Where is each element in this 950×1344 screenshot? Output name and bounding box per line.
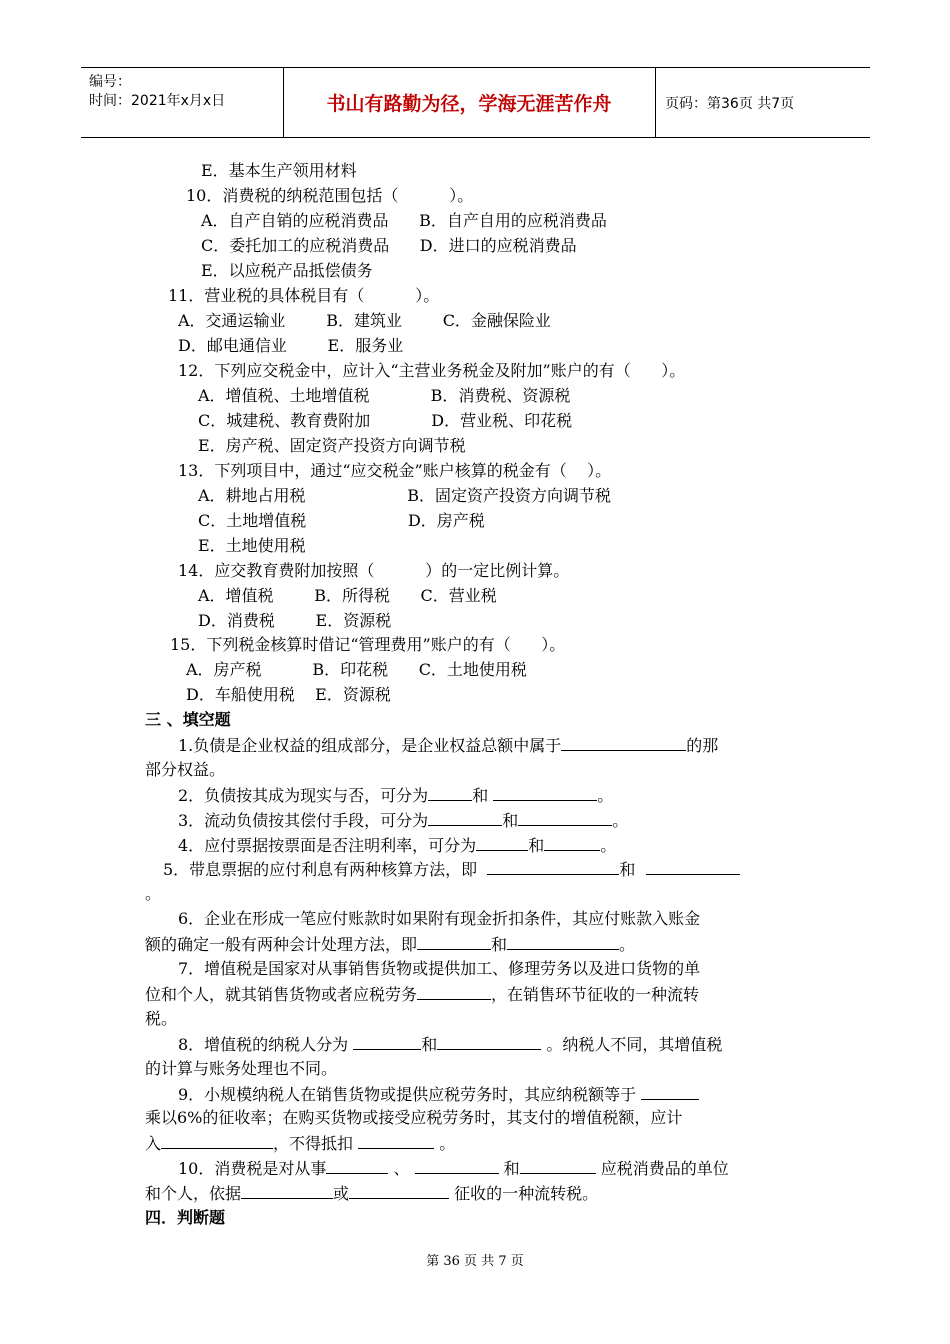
fill-blank-9-end: 入 ，不得抵扣 。 bbox=[145, 1134, 456, 1153]
option-line: C．城建税、教育费附加 D．营业税、印花税 bbox=[198, 411, 573, 430]
page-footer: 第 36 页 共 7 页 bbox=[426, 1254, 524, 1269]
question-11: 11．营业税的具体税目有（ ）。 bbox=[168, 286, 440, 305]
header-meta bbox=[89, 73, 225, 111]
fill-blank-8-cont: 的计算与账务处理也不同。 bbox=[145, 1059, 338, 1078]
question-10: 10．消费税的纳税范围包括（ ）。 bbox=[186, 186, 474, 205]
fill-blank-10-cont: 和个人，依据 或 征收的一种流转税。 bbox=[145, 1184, 599, 1203]
header-divider bbox=[655, 68, 656, 137]
option-line: E．以应税产品抵偿债务 bbox=[201, 261, 373, 280]
fill-blank-3: 3．流动负债按其偿付手段，可分为 和 。 bbox=[178, 811, 629, 830]
page-indicator: 页码：第36页 共7页 bbox=[665, 95, 795, 112]
fill-blank-1: 1.负债是企业权益的组成部分，是企业权益总额中属于 的那 bbox=[178, 736, 719, 755]
fill-blank-7-cont: 位和个人，就其销售货物或者应税劳务 ，在销售环节征收的一种流转 bbox=[145, 985, 700, 1004]
question-12: 12．下列应交税金中，应计入“主营业务税金及附加”账户的有（ ）。 bbox=[178, 361, 686, 380]
option-line: C．土地增值税 D．房产税 bbox=[198, 511, 485, 530]
question-13: 13．下列项目中，通过“应交税金”账户核算的税金有（ ）。 bbox=[178, 461, 612, 480]
page-header bbox=[81, 67, 870, 138]
option-line: E．土地使用税 bbox=[198, 536, 306, 555]
fill-blank-9-cont: 乘以6%的征收率；在购买货物或接受应税劳务时，其支付的增值税额，应计 bbox=[145, 1108, 683, 1127]
option-line: C．委托加工的应税消费品 D．进口的应税消费品 bbox=[201, 236, 577, 255]
question-15: 15．下列税金核算时借记“管理费用”账户的有（ ）。 bbox=[170, 635, 566, 654]
option-line: A．自产自销的应税消费品 B．自产自用的应税消费品 bbox=[201, 211, 607, 230]
number-label: 编号： bbox=[89, 74, 131, 90]
fill-blank-1-cont: 部分权益。 bbox=[145, 760, 226, 779]
option-line: D．邮电通信业 E．服务业 bbox=[178, 336, 404, 355]
section-heading: 四．判断题 bbox=[145, 1208, 226, 1227]
fill-blank-7-end: 税。 bbox=[145, 1009, 178, 1028]
option-line: A．房产税 B．印花税 C．土地使用税 bbox=[186, 660, 527, 679]
section-heading: 三 、填空题 bbox=[145, 710, 231, 729]
time-label: 时间：2021年x月x日 bbox=[89, 93, 226, 109]
option-line: A．交通运输业 B．建筑业 C．金融保险业 bbox=[178, 311, 551, 330]
fill-blank-5: 5．带息票据的应付利息有两种核算方法，即 和 bbox=[163, 859, 740, 880]
fill-blank-6-cont: 额的确定一般有两种会计处理方法，即 和 。 bbox=[145, 935, 636, 954]
header-motto: 书山有路勤为径，学海无涯苦作舟 bbox=[326, 93, 612, 115]
fill-blank-9: 9．小规模纳税人在销售货物或提供应税劳务时，其应纳税额等于 bbox=[178, 1084, 699, 1105]
option-line: D．车船使用税 E．资源税 bbox=[186, 685, 391, 704]
question-14: 14．应交教育费附加按照（ ）的一定比例计算。 bbox=[178, 561, 570, 580]
option-line: A．增值税、土地增值税 B．消费税、资源税 bbox=[198, 386, 571, 405]
fill-blank-10: 10．消费税是对从事 、 和 应税消费品的单位 bbox=[178, 1159, 729, 1178]
fill-blank-8: 8．增值税的纳税人分为 和 。纳税人不同，其增值税 bbox=[178, 1035, 723, 1054]
option-line: E．房产税、固定资产投资方向调节税 bbox=[198, 436, 466, 455]
option-line: E．基本生产领用材料 bbox=[201, 161, 357, 180]
option-line: A．耕地占用税 B．固定资产投资方向调节税 bbox=[198, 486, 612, 505]
option-line: A．增值税 B．所得税 C．营业税 bbox=[198, 586, 497, 605]
fill-blank-5-cont: 。 bbox=[145, 884, 162, 903]
fill-blank-7: 7．增值税是国家对从事销售货物或提供加工、修理劳务以及进口货物的单 bbox=[178, 959, 701, 978]
option-line: D．消费税 E．资源税 bbox=[198, 611, 392, 630]
fill-blank-4: 4．应付票据按票面是否注明利率，可分为 和 。 bbox=[178, 836, 617, 855]
fill-blank-2: 2．负债按其成为现实与否，可分为 和 。 bbox=[178, 786, 614, 805]
fill-blank-6: 6．企业在形成一笔应付账款时如果附有现金折扣条件，其应付账款入账金 bbox=[178, 909, 701, 928]
